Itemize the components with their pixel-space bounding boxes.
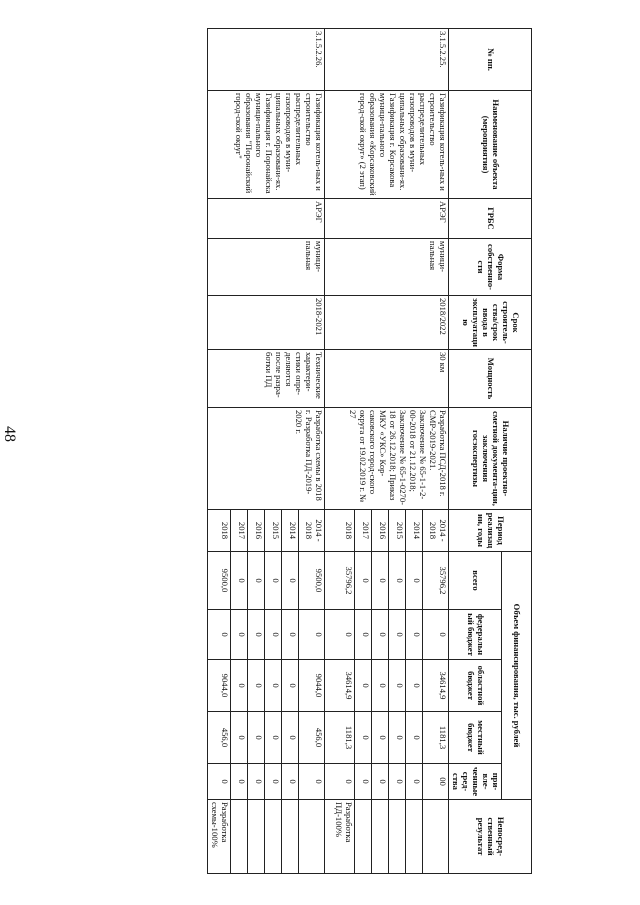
cell-federal: 0 [282, 610, 299, 660]
cell-period: 2016 [248, 510, 265, 552]
header-funding-group: Объем финансирования, тыс. рублей [502, 552, 532, 800]
cell-regional: 0 [282, 660, 299, 712]
object-name: Газификация котель-ных и строительство распределительных газопроводов в муни-ципальных образовани-ях. Газификация г. Корсакова муници-пального образования «Корсаковский город-ской округ» (2 этап) [325, 91, 449, 199]
cell-period: 2017 [355, 510, 372, 552]
header-federal: федеральный бюджет [449, 610, 502, 660]
cell-result [282, 800, 299, 874]
object-capacity: Технические характери-стики опре-деляются после разра-ботки ПД [208, 350, 325, 408]
cell-period: 2015 [389, 510, 406, 552]
cell-regional: 34614,9 [423, 660, 449, 712]
object-terms: 2018-2021 [208, 296, 325, 350]
cell-local: 0 [265, 712, 282, 764]
header-name: Наименование объекта (мероприятия) [449, 91, 532, 199]
object-number: 3.1.5.2.25. [325, 29, 449, 91]
object-name: Газификация котель-ных и строительство распределительных газопроводов в муни-ципальных образовани-ях. Газификация г. Поронайска муници-пального образования "Поронайский город-ской округ" [208, 91, 325, 199]
cell-other: 0 [372, 764, 389, 800]
cell-regional: 0 [389, 660, 406, 712]
object-terms: 2018/2022 [325, 296, 449, 350]
rotated-page [96, 28, 532, 873]
cell-result [265, 800, 282, 874]
object-grbs: АРЭГ [208, 199, 325, 239]
cell-total: 0 [231, 552, 248, 610]
header-local: местный бюджет [449, 712, 502, 764]
cell-result: Разработка ПД-100% [325, 800, 355, 874]
cell-total: 35796,2 [423, 552, 449, 610]
cell-period: 2014 - 2018 [423, 510, 449, 552]
cell-regional: 9044,0 [208, 660, 231, 712]
cell-period: 2014 [406, 510, 423, 552]
cell-other: 00 [423, 764, 449, 800]
cell-result [389, 800, 406, 874]
object-docs: Разработка ПСД-2018 г. СМР-2019-2021. Заключение № 65-1-1-2-00-2018 от 21.12.2018; Заключение № 65-1-0270-18 от 26.12.2018; Приказ МКУ «УКС» Кор-саковского город-ского округа от 19.02.2019 г. № 27 [325, 408, 449, 510]
cell-period: 2018 [208, 510, 231, 552]
header-ownership: Форма собственно-сти [449, 239, 532, 296]
cell-result [231, 800, 248, 874]
header-num: № пп. [449, 29, 532, 91]
cell-federal: 0 [423, 610, 449, 660]
cell-total: 9500,0 [208, 552, 231, 610]
cell-period: 2014 - 2018 [299, 510, 325, 552]
cell-other: 0 [265, 764, 282, 800]
cell-local: 0 [389, 712, 406, 764]
cell-result [355, 800, 372, 874]
cell-federal: 0 [265, 610, 282, 660]
cell-total: 0 [406, 552, 423, 610]
cell-other: 0 [248, 764, 265, 800]
cell-local: 0 [372, 712, 389, 764]
cell-regional: 0 [355, 660, 372, 712]
cell-total: 0 [355, 552, 372, 610]
cell-other: 0 [231, 764, 248, 800]
cell-federal: 0 [325, 610, 355, 660]
cell-federal: 0 [372, 610, 389, 660]
header-capacity: Мощность [449, 350, 532, 408]
object-number: 3.1.5.2.26. [208, 29, 325, 91]
object-grbs: АРЭГ [325, 199, 449, 239]
cell-result: Разработка схемы-100% [208, 800, 231, 874]
cell-result [248, 800, 265, 874]
header-regional: областной бюджет [449, 660, 502, 712]
cell-regional: 0 [372, 660, 389, 712]
cell-total: 9500,0 [299, 552, 325, 610]
cell-regional: 0 [265, 660, 282, 712]
cell-federal: 0 [355, 610, 372, 660]
cell-local: 0 [406, 712, 423, 764]
cell-other: 0 [355, 764, 372, 800]
cell-regional: 0 [406, 660, 423, 712]
header-result: Непосред-ственный результат [449, 800, 532, 874]
cell-local: 0 [355, 712, 372, 764]
cell-period: 2017 [231, 510, 248, 552]
cell-period: 2014 [282, 510, 299, 552]
cell-regional: 34614,9 [325, 660, 355, 712]
cell-period: 2015 [265, 510, 282, 552]
header-terms: Срок строитель-ства/срок ввода в эксплуатацию [449, 296, 532, 350]
cell-total: 0 [282, 552, 299, 610]
object-ownership: муници-пальная [208, 239, 325, 296]
header-other: при-вле-ченные сред-ства [449, 764, 502, 800]
cell-total: 0 [248, 552, 265, 610]
table-row [423, 29, 449, 874]
cell-federal: 0 [231, 610, 248, 660]
cell-other: 0 [406, 764, 423, 800]
cell-other: 0 [208, 764, 231, 800]
cell-federal: 0 [299, 610, 325, 660]
cell-federal: 0 [208, 610, 231, 660]
cell-total: 0 [372, 552, 389, 610]
object-capacity: 30 км [325, 350, 449, 408]
cell-other: 0 [325, 764, 355, 800]
header-total: всего [449, 552, 502, 610]
cell-federal: 0 [248, 610, 265, 660]
cell-federal: 0 [406, 610, 423, 660]
cell-other: 0 [389, 764, 406, 800]
cell-result [423, 800, 449, 874]
cell-local: 1181,3 [325, 712, 355, 764]
cell-local: 0 [248, 712, 265, 764]
cell-regional: 9044,0 [299, 660, 325, 712]
cell-local: 0 [231, 712, 248, 764]
header-period: Период реализации, годы [449, 510, 532, 552]
cell-result [299, 800, 325, 874]
cell-local: 0 [282, 712, 299, 764]
financing-table [207, 28, 532, 874]
cell-other: 0 [282, 764, 299, 800]
cell-period: 2018 [325, 510, 355, 552]
cell-total: 0 [265, 552, 282, 610]
cell-regional: 0 [248, 660, 265, 712]
cell-local: 456,0 [299, 712, 325, 764]
header-docs: Наличие проектно-сметной документа-ции, заключения госэкспертизы [449, 408, 532, 510]
cell-regional: 0 [231, 660, 248, 712]
cell-local: 456,0 [208, 712, 231, 764]
cell-other: 0 [299, 764, 325, 800]
cell-total: 35796,2 [325, 552, 355, 610]
cell-result [372, 800, 389, 874]
header-grbs: ГРБС [449, 199, 532, 239]
cell-local: 1181,3 [423, 712, 449, 764]
table-row [299, 29, 325, 874]
page-number: 48 [1, 426, 18, 442]
object-ownership: муници-пальная [325, 239, 449, 296]
cell-total: 0 [389, 552, 406, 610]
cell-period: 2016 [372, 510, 389, 552]
cell-federal: 0 [389, 610, 406, 660]
object-docs: Разработка схемы в 2018 г. Разработка ПД-2019- 2020 г. [208, 408, 325, 510]
cell-result [406, 800, 423, 874]
